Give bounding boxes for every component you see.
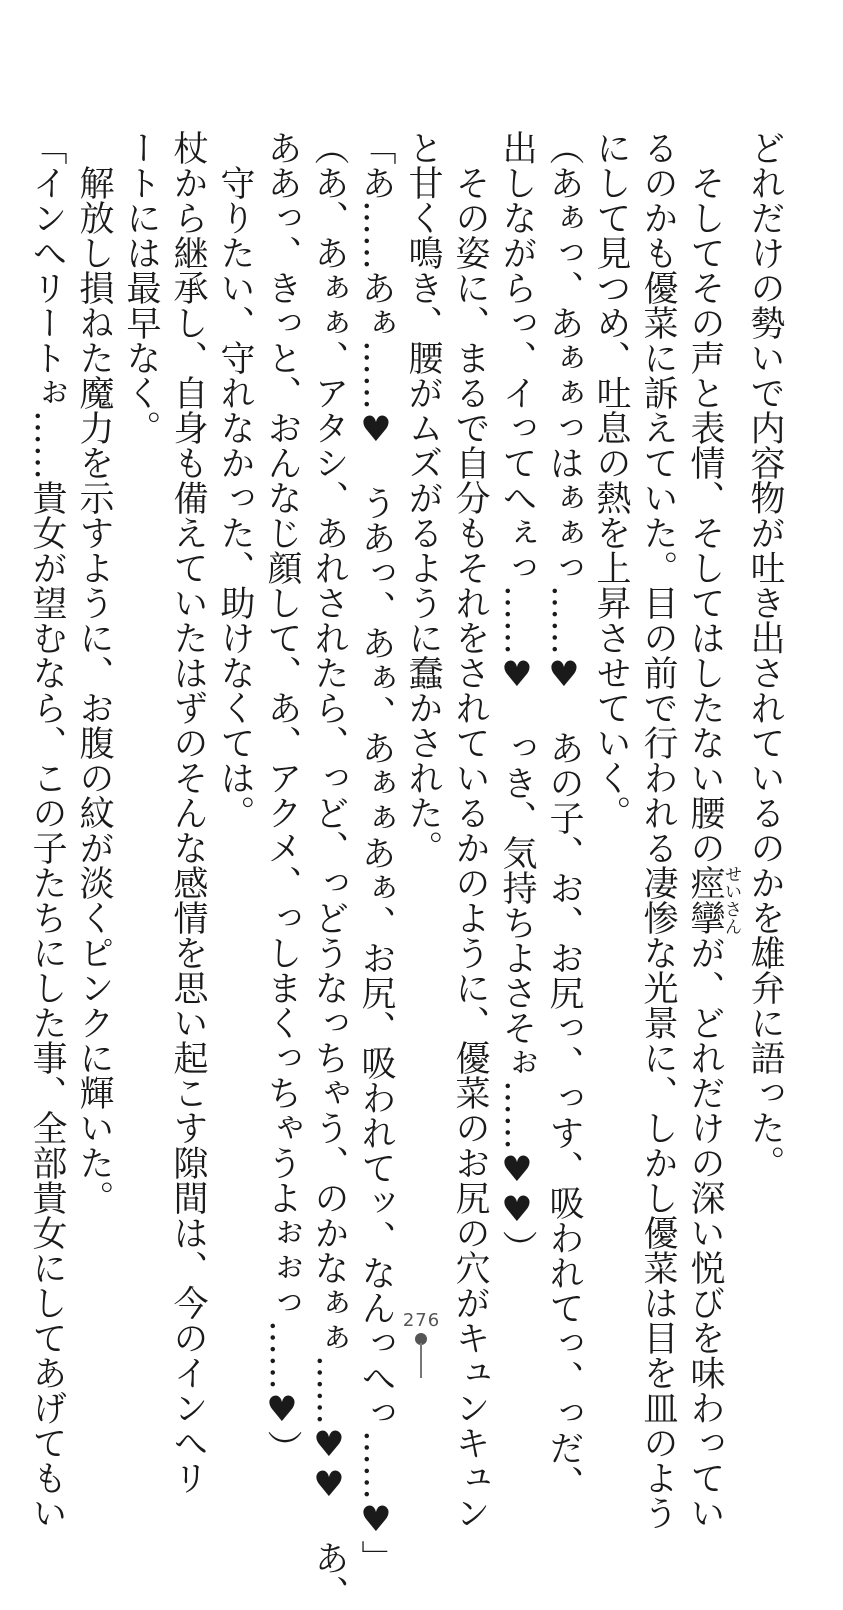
text-line: 「あ……あぁ……♥ うあっ、あぁ、あぁぁあぁ、お尻、吸われてッ、なんっへっ……♥」 [356,130,396,1575]
text-line: ートには最早なく。 [121,130,161,445]
ruby-base: 痙攣 [685,865,725,935]
text-line [681,130,742,1530]
page-number: 276 [402,1310,441,1331]
text-line: どれだけの勢いで内容物が吐き出されているのかを雄弁に語った。 [745,130,785,1180]
text-line: （あぁっ、あぁぁっはぁぁっ……♥ あの子、お、お尻っ、っす、吸われてっ、っだ、 [544,130,584,1500]
text-line: 守りたい、守れなかった、助けなくては。 [215,165,255,830]
ruby-annotation [685,865,742,935]
page-marker-stem [420,1343,422,1378]
text-segment: そしてその声と表情、そしてはしたない腰の [685,165,725,865]
text-line: にして見つめ、吐息の熱を上昇させていく。 [591,130,631,830]
text-line: るのかも優菜に訴えていた。目の前で行われる凄惨な光景に、しかし優菜は目を皿のよう [638,130,678,1530]
text-line: 出しながらっ、イってへぇっ……♥ っき、気持ちよさそぉ……♥♥） [497,130,537,1265]
text-line: と甘く鳴き、腰がムズがるように蠢かされた。 [403,130,443,865]
text-segment: が、どれだけの深い悦びを味わってい [685,935,725,1530]
text-line: 「インへリートぉ……貴女が望むなら、この子たちにした事、全部貴女にしてあげてもい [27,130,67,1530]
ruby-reading: せいさん [722,865,742,935]
text-line: その姿に、まるで自分もそれをされているかのように、優菜のお尻の穴がキュンキュン [450,165,490,1530]
text-line: ああっ、きっと、おんなじ顔して、あ、アクメ、っしまくっちゃうよぉぉっ……♥） [262,130,302,1465]
text-line: 解放し損ねた魔力を示すように、お腹の紋が淡くピンクに輝いた。 [74,165,114,1215]
text-line: 杖から継承し、自身も備えていたはずのそんな感情を思い起こす隙間は、今のインへリ [168,130,208,1495]
text-line: （あ、あぁぁ、アタシ、あれされたら、っど、っどうなっちゃう、のかなぁぁ……♥♥ あ、 [309,130,349,1610]
page-marker-icon [415,1333,427,1378]
